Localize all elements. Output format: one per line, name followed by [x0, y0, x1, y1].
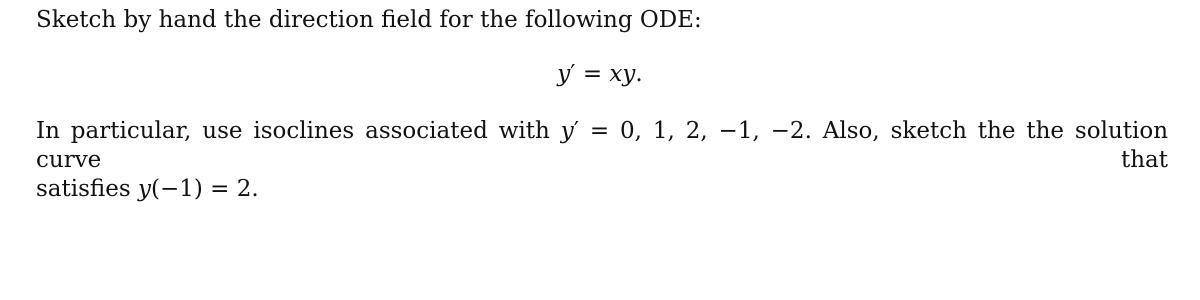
eq-prime: ′	[570, 61, 576, 87]
isocline-paragraph	[36, 117, 1168, 204]
eq-y2: y	[622, 61, 636, 87]
p2-y2: y	[137, 176, 151, 202]
p2-text-b: Also, sketch the the solution curve that	[36, 118, 1169, 173]
p2-values: = 0, 1, 2, −1, −2.	[578, 118, 812, 144]
cropped-previous-line	[36, 0, 636, 3]
p2-text-a: In particular, use isoclines associated with	[36, 118, 561, 144]
p2-y: y	[560, 118, 574, 144]
paragraph-line-2	[36, 175, 1168, 204]
paragraph-line-1	[36, 117, 1168, 175]
eq-x: x	[609, 61, 623, 87]
p2-satisfies: satisfies	[36, 176, 138, 202]
p2-prime: ′	[573, 118, 579, 144]
eq-equals: =	[575, 61, 610, 87]
p2-condition: (−1) = 2.	[150, 176, 259, 202]
ode-equation	[0, 60, 1200, 88]
instruction-line: Sketch by hand the direction field for the following ODE:	[36, 7, 702, 33]
eq-period: .	[635, 61, 643, 87]
eq-y: y	[557, 61, 571, 87]
